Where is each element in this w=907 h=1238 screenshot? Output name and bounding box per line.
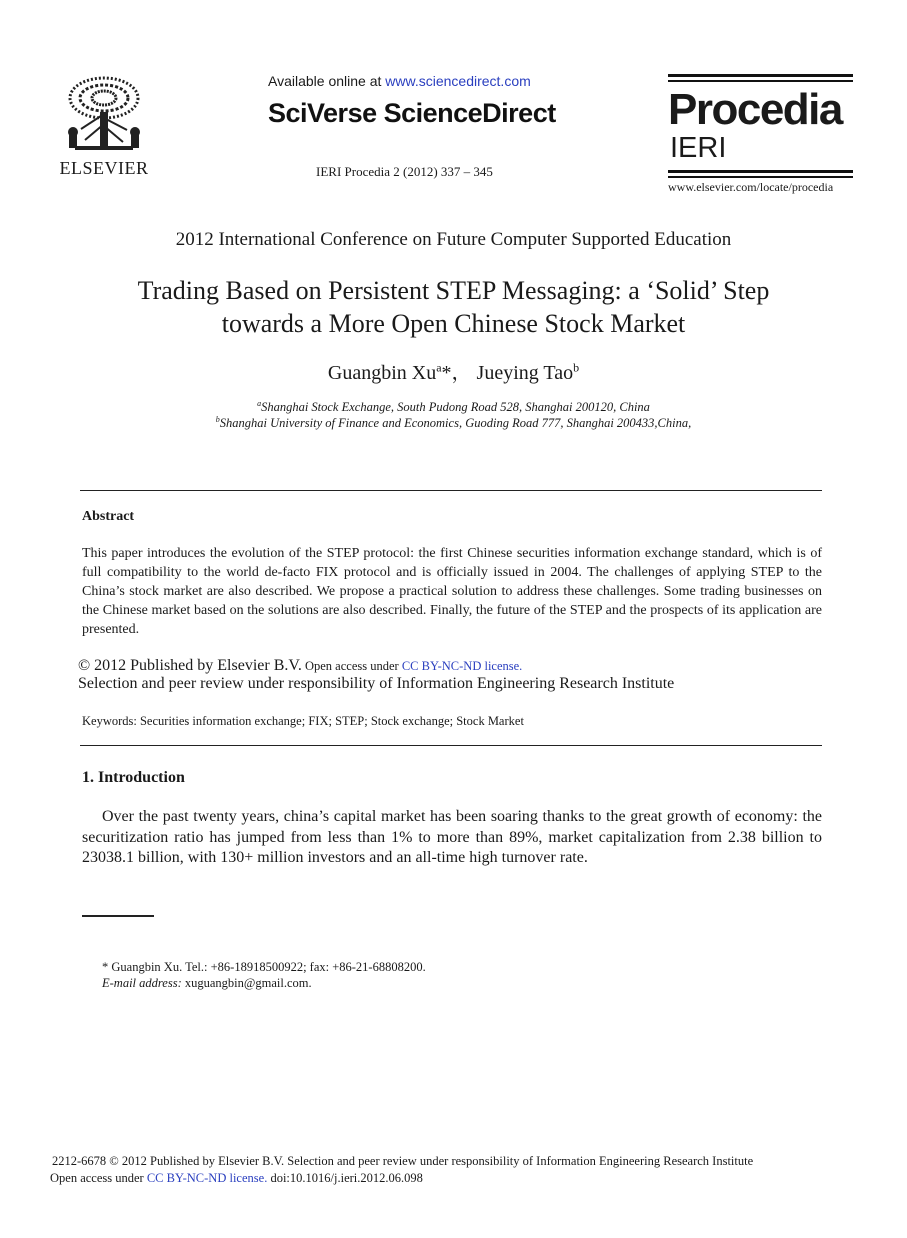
footnote-rule <box>82 915 154 917</box>
author-1: Guangbin Xu <box>327 362 437 384</box>
procedia-bottom-rule <box>668 170 853 173</box>
email-address[interactable]: xuguangbin@gmail.com. <box>181 976 312 990</box>
keywords: Keywords: Securities information exchange; FIX; STEP; Stock exchange; Stock Market <box>82 714 524 728</box>
open-access-text: Open access under <box>301 659 402 673</box>
affiliation-b-mark: b <box>215 415 220 424</box>
procedia-wordmark: Procedia <box>668 85 842 134</box>
abstract-top-rule <box>80 490 822 491</box>
procedia-logo <box>668 74 853 180</box>
footnote-email <box>102 976 312 991</box>
available-online-prefix: Available online at <box>268 73 386 89</box>
introduction-paragraph: Over the past twenty years, china’s capital market has been soaring thanks to the great growth of economy: the securitization ratio has jumped from less than 1% to more than 89%, market capitalization from 2.38 billion to 23038.1 billion, with 130+ million investors and an all-time high turnover rate. <box>82 808 822 866</box>
elsevier-tree-icon <box>61 74 147 156</box>
abstract-bottom-rule <box>80 745 822 746</box>
license-link[interactable]: CC BY-NC-ND license. <box>401 659 523 673</box>
procedia-top-rule-thin <box>668 80 853 82</box>
author-1-corresponding-mark: *， <box>441 362 472 384</box>
procedia-top-rule <box>668 74 853 77</box>
authors <box>0 356 907 385</box>
copyright-text: © 2012 Published by Elsevier B.V. <box>78 657 302 674</box>
paper-title-line-1: Trading Based on Persistent STEP Messaging: a ‘Solid’ Step <box>137 276 770 305</box>
footer-open-access: Open access under <box>50 1171 147 1185</box>
affiliation-a-mark: a <box>257 399 262 408</box>
sciencedirect-link[interactable]: www.sciencedirect.com <box>385 73 531 89</box>
author-2-affil-mark: b <box>573 360 580 375</box>
author-2: Jueying Tao <box>476 362 574 384</box>
journal-reference: IERI Procedia 2 (2012) 337 – 345 <box>316 164 493 179</box>
affiliation-b-text: Shanghai University of Finance and Economics, Guoding Road 777, Shanghai 200433,China, <box>219 416 692 431</box>
procedia-url[interactable]: www.elsevier.com/locate/procedia <box>668 180 834 194</box>
peer-review-statement: Selection and peer review under responsibility of Information Engineering Research Institute <box>78 675 675 692</box>
affiliation-a <box>0 399 907 415</box>
affiliation-b <box>0 415 907 431</box>
author-1-affil-mark: a <box>436 360 442 375</box>
footer-doi-line <box>50 1171 423 1186</box>
section-heading-introduction: 1. Introduction <box>82 769 185 786</box>
available-online <box>268 73 531 89</box>
footnote-contact: * Guangbin Xu. Tel.: +86-18918500922; fax: +86-21-68808200. <box>102 960 426 974</box>
abstract-text: This paper introduces the evolution of the STEP protocol: the first Chinese securities information exchange standard, which is of full compatibility to the world de-facto FIX protocol and is officially issued in 2004. The challenges of applying STEP to the China’s stock market are also described. We propose a practical solution to address these challenges. Some trading businesses on the Chinese market based on the solutions are also described. Finally, the future of the STEP and the prospects of its application are presented. <box>82 546 822 637</box>
paper-title <box>60 274 847 340</box>
email-label: E-mail address: <box>102 976 182 990</box>
elsevier-logo <box>55 72 153 180</box>
footer-doi[interactable]: doi:10.1016/j.ieri.2012.06.098 <box>267 1171 423 1185</box>
affiliation-a-text: Shanghai Stock Exchange, South Pudong Road 528, Shanghai 200120, China <box>261 400 650 415</box>
footer-copyright: 2212-6678 © 2012 Published by Elsevier B.V. Selection and peer review under responsibility of Information Engineering Research Institute <box>52 1154 754 1168</box>
conference-name: 2012 International Conference on Future Computer Supported Education <box>175 229 732 250</box>
procedia-bottom-rule-thin <box>668 176 853 178</box>
paper-title-line-2: towards a More Open Chinese Stock Market <box>221 309 686 338</box>
copyright-line <box>78 657 522 675</box>
sciverse-sciencedirect-logo: SciVerse ScienceDirect <box>268 98 556 128</box>
footer-license-link[interactable]: CC BY-NC-ND license. <box>146 1171 268 1185</box>
ieri-wordmark: IERI <box>670 132 727 164</box>
abstract-heading: Abstract <box>82 509 135 524</box>
elsevier-wordmark: ELSEVIER <box>59 158 149 178</box>
